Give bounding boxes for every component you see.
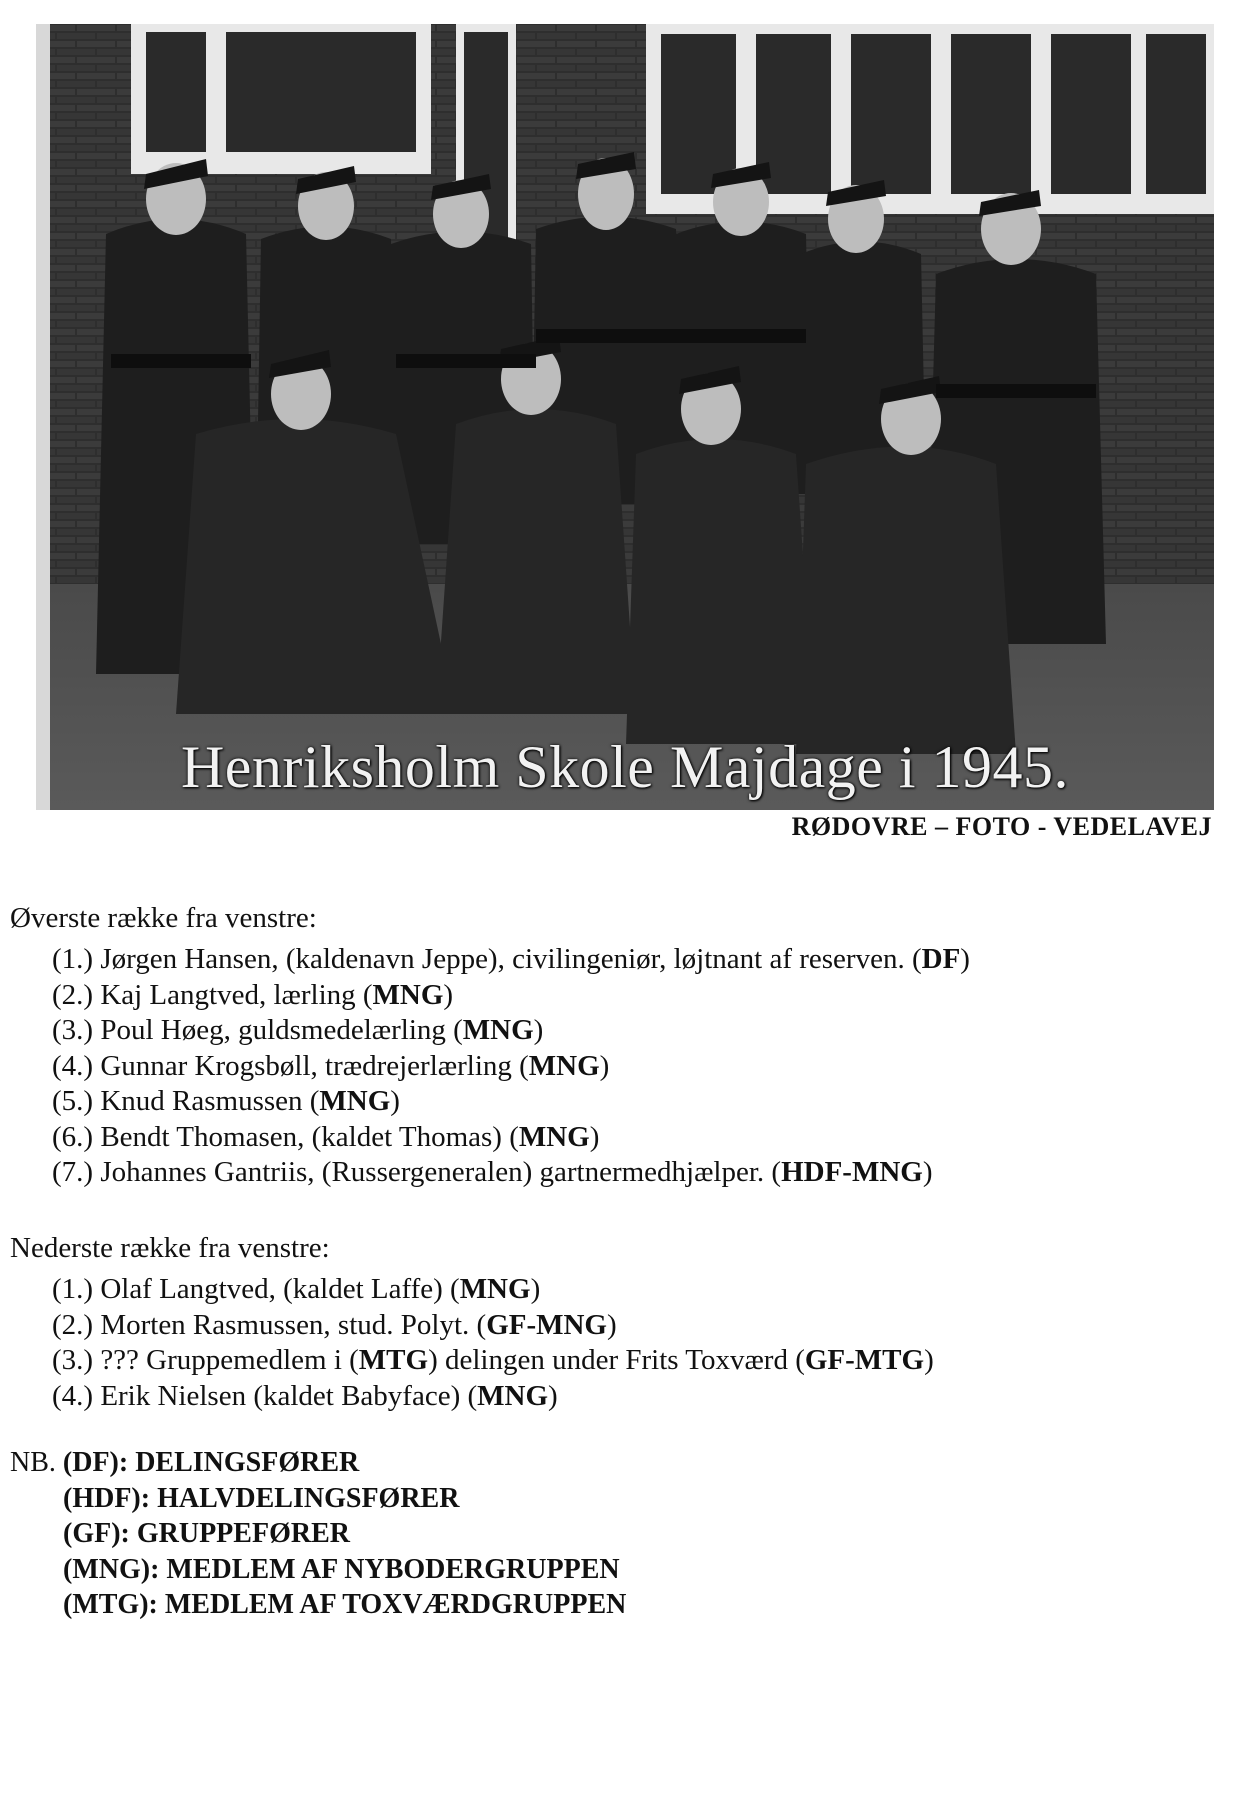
list-item: (4.) Gunnar Krogsbøll, trædrejerlærling (MNG): [52, 1049, 610, 1082]
legend-row: (MTG): MEDLEM AF TOXVÆRDGRUPPEN: [63, 1589, 627, 1620]
photo-caption: Henriksholm Skole Majdage i 1945.: [180, 734, 1070, 800]
group-photograph: [36, 24, 1214, 810]
bottom-row-heading: Nederste række fra venstre:: [10, 1232, 330, 1264]
list-item: (2.) Morten Rasmussen, stud. Polyt. (GF-MNG): [52, 1308, 617, 1341]
list-item: (5.) Knud Rasmussen (MNG): [52, 1085, 400, 1117]
list-item: (3.) Poul Høeg, guldsmedelærling (MNG): [52, 1014, 544, 1046]
legend-row: NB. (DF): DELINGSFØRER: [10, 1447, 360, 1478]
top-row-list: [52, 942, 970, 1191]
list-item: (1.) Olaf Langtved, (kaldet Laffe) (MNG): [52, 1273, 541, 1305]
abbreviation-legend: [10, 1445, 626, 1623]
photo-credit: RØDOVRE – FOTO - VEDELAVEJ: [791, 812, 1212, 841]
legend-row: (MNG): MEDLEM AF NYBODERGRUPPEN: [63, 1553, 620, 1585]
legend-row: (GF): GRUPPEFØRER: [63, 1518, 350, 1549]
list-item: (3.) ??? Gruppemedlem i (MTG) delingen under Frits Toxværd (GF-MTG): [52, 1344, 934, 1376]
list-item: (1.) Jørgen Hansen, (kaldenavn Jeppe), civilingeniør, løjtnant af reserven. (DF): [52, 943, 970, 975]
legend-row: (HDF): HALVDELINGSFØRER: [63, 1482, 460, 1514]
top-row-heading: Øverste række fra venstre:: [10, 902, 317, 934]
list-item: (6.) Bendt Thomasen, (kaldet Thomas) (MNG): [52, 1120, 600, 1153]
list-item: (7.) Johannes Gantriis, (Russergeneralen) gartnermedhjælper. (HDF-MNG): [52, 1156, 933, 1188]
list-item: (2.) Kaj Langtved, lærling (MNG): [52, 978, 454, 1011]
list-item: (4.) Erik Nielsen (kaldet Babyface) (MNG): [52, 1379, 558, 1412]
bottom-row-list: [52, 1272, 934, 1414]
photograph-illustration: [36, 24, 1214, 810]
